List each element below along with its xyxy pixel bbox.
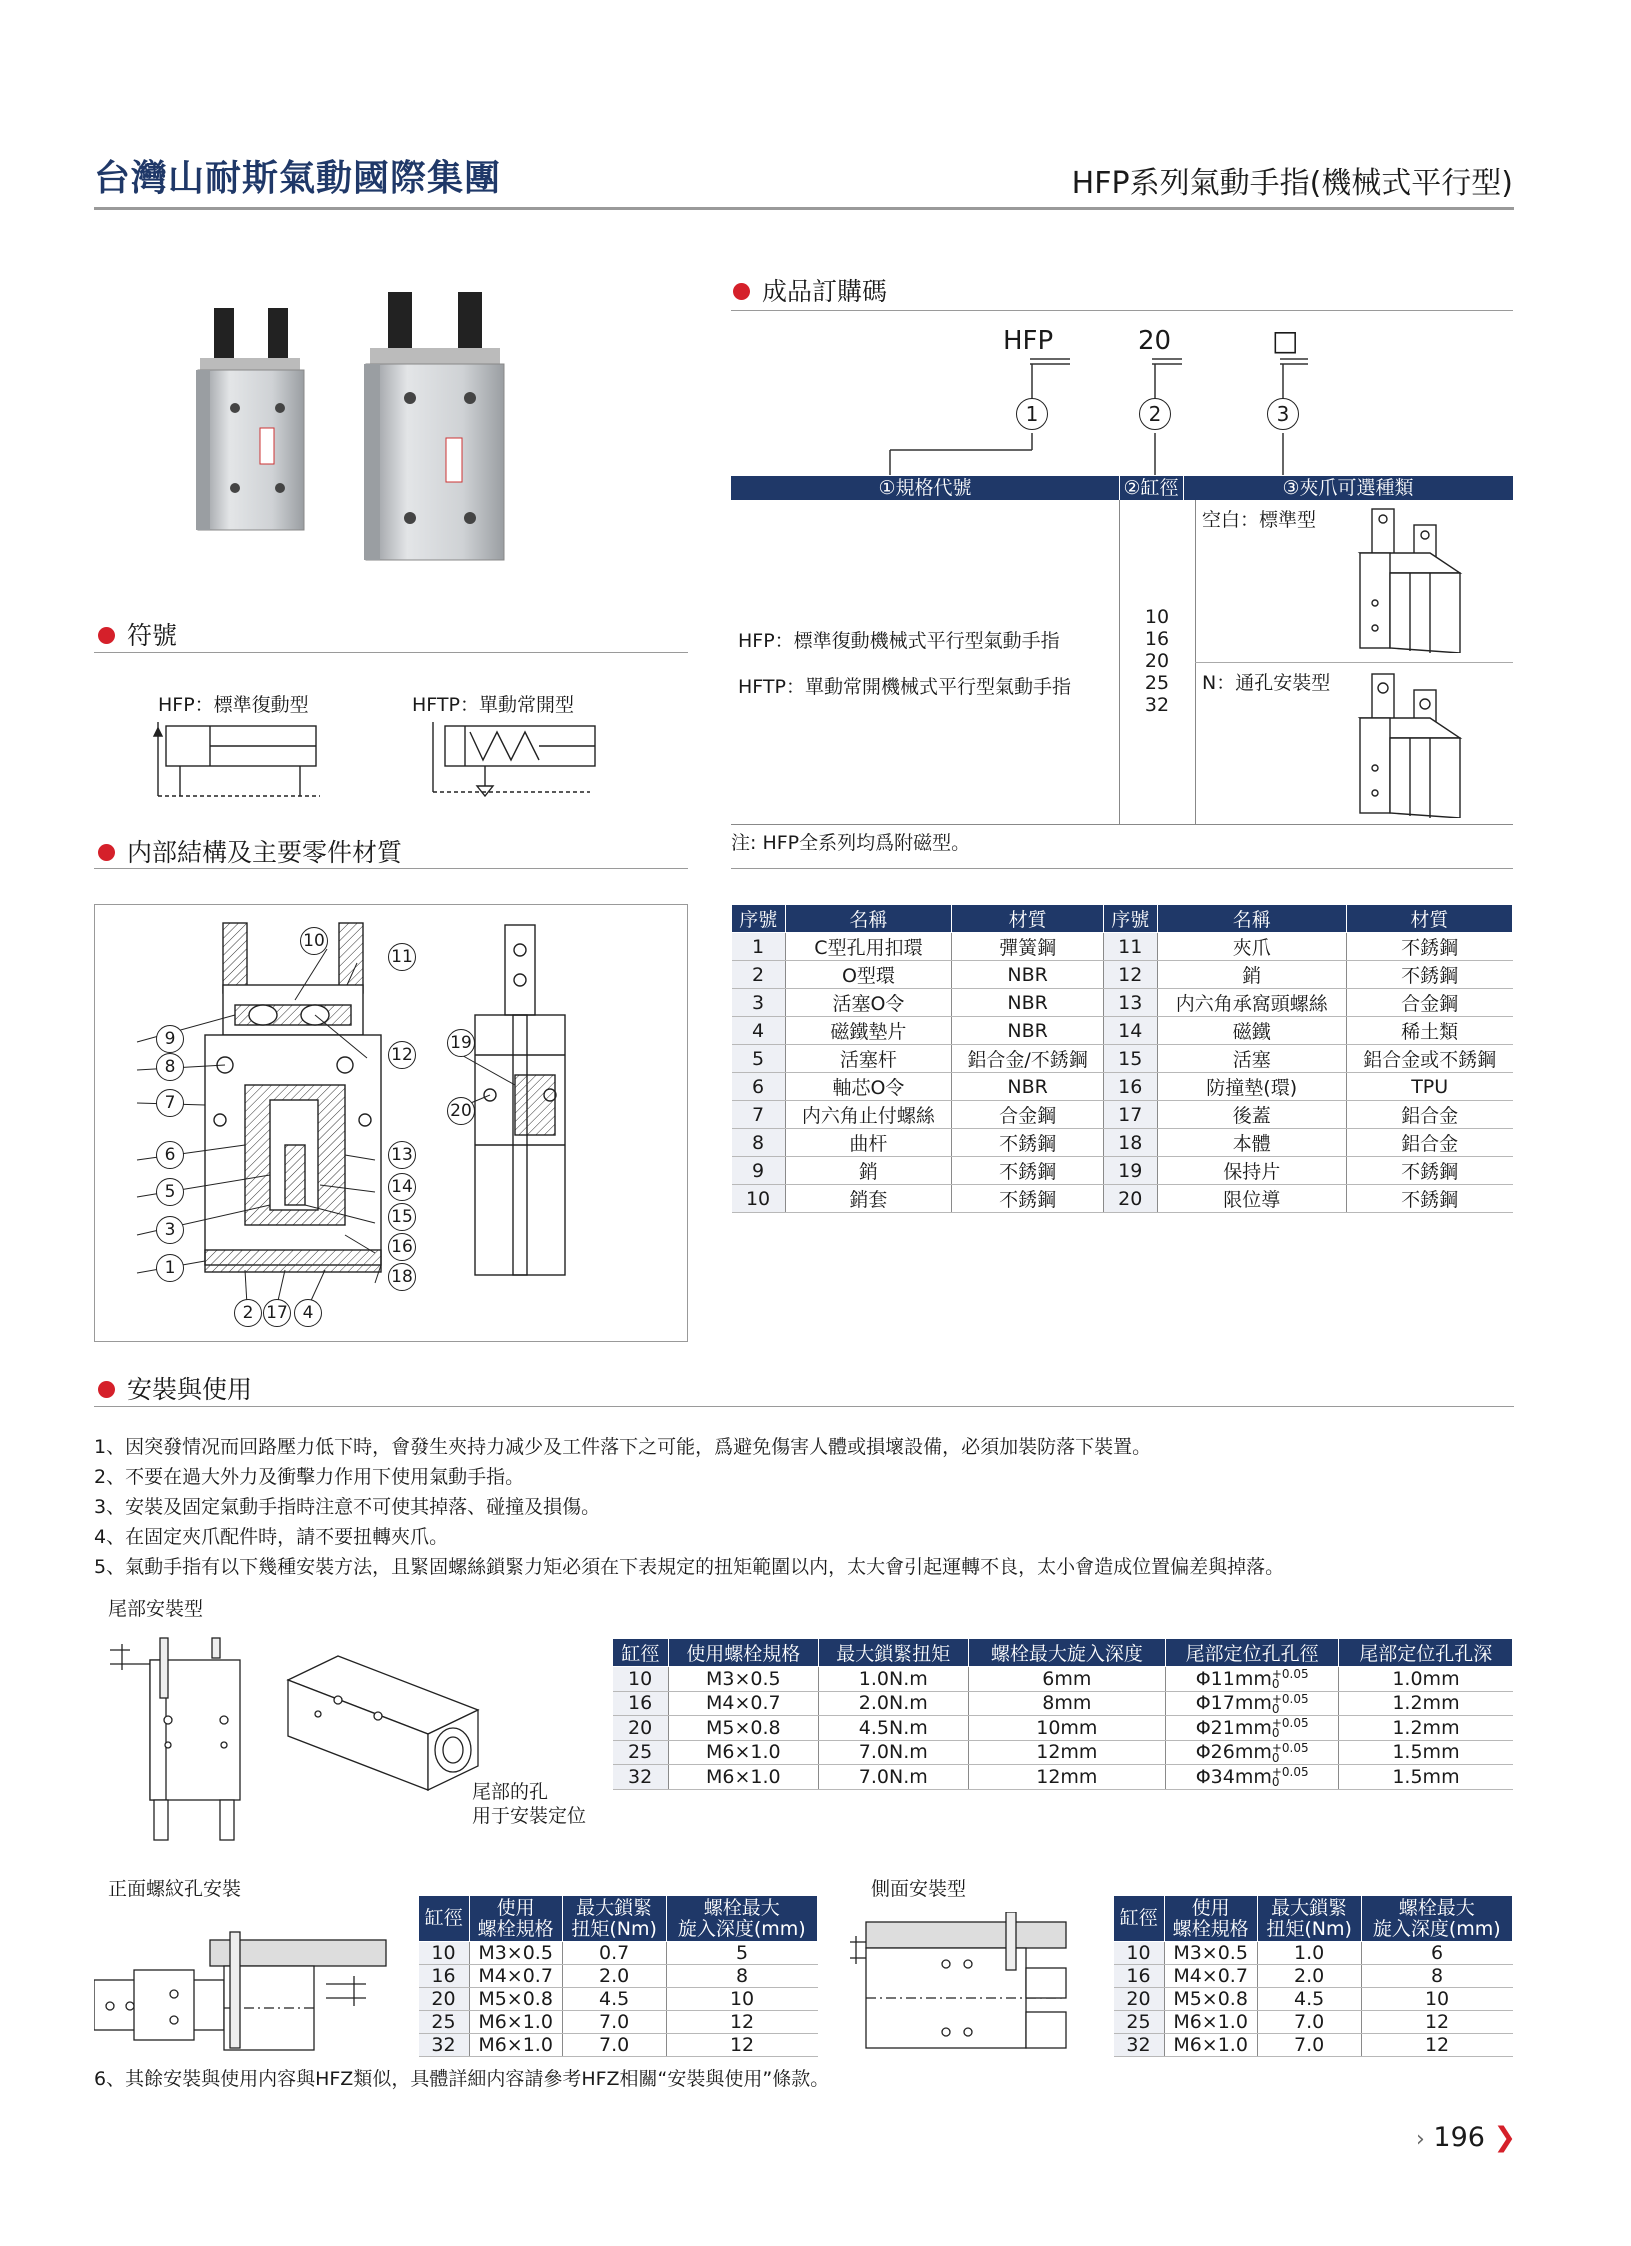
side-header-bolt: 使用 螺栓規格 xyxy=(1164,1896,1257,1942)
table-row xyxy=(1114,2011,1513,2034)
symbol-section-title: 符號 xyxy=(98,616,177,652)
table-row xyxy=(732,933,1513,961)
page-number: › 196 ❯ xyxy=(1416,2122,1517,2153)
callout-13: 13 xyxy=(388,1141,416,1169)
bullet-icon xyxy=(98,1381,115,1398)
table-cell: 25 xyxy=(1114,2011,1165,2034)
jaw-type-through-hole: N：通孔安裝型 xyxy=(1202,672,1331,694)
front-header-depth: 螺栓最大 旋入深度(mm) xyxy=(666,1896,817,1942)
tolerance-mark: +0.05 0 xyxy=(1271,1691,1309,1716)
callout-18: 18 xyxy=(388,1263,416,1291)
table-cell: 5 xyxy=(732,1045,786,1073)
parts-header-name-2: 名稱 xyxy=(1157,905,1346,933)
front-mount-drawing xyxy=(94,1926,394,2054)
table-cell: 夾爪 xyxy=(1157,933,1346,961)
circle-number-2: 2 xyxy=(1139,398,1171,430)
callout-10: 10 xyxy=(300,927,328,955)
company-name: 台灣山耐斯氣動國際集團 xyxy=(94,158,502,199)
table-row xyxy=(732,1045,1513,1073)
column-spec-code: ①規格代號 xyxy=(878,477,972,499)
table-cell: 1.5mm xyxy=(1339,1765,1513,1790)
table-cell: M4×0.7 xyxy=(668,1691,818,1716)
install-section-title: 安裝與使用 xyxy=(98,1370,252,1406)
hfp-symbol-drawing xyxy=(150,716,330,806)
table-cell: 不銹鋼 xyxy=(952,1157,1104,1185)
table-cell: M3×0.5 xyxy=(1164,1942,1257,1965)
install-note-3: 3、安裝及固定氣動手指時注意不可使其掉落、碰撞及損傷。 xyxy=(94,1496,601,1518)
table-cell: 20 xyxy=(1114,1988,1165,2011)
table-row xyxy=(613,1765,1513,1790)
table-cell: NBR xyxy=(952,989,1104,1017)
table-row xyxy=(732,961,1513,989)
bullet-icon xyxy=(98,627,115,644)
install-note-4: 4、在固定夾爪配件時，請不要扭轉夾爪。 xyxy=(94,1526,449,1548)
table-cell: 10 xyxy=(419,1942,470,1965)
table-cell: 限位導 xyxy=(1157,1185,1346,1213)
table-cell: 20 xyxy=(613,1716,669,1741)
table-row xyxy=(613,1667,1513,1692)
table-row xyxy=(419,1965,818,1988)
parts-material-table xyxy=(731,904,1513,1213)
tail-header-bore: 缸徑 xyxy=(613,1639,669,1667)
table-cell: 活塞 xyxy=(1157,1045,1346,1073)
table-cell: M4×0.7 xyxy=(1164,1965,1257,1988)
table-cell: 4.5 xyxy=(562,1988,666,2011)
table-row xyxy=(732,1017,1513,1045)
table-row xyxy=(732,1129,1513,1157)
table-cell: 不銹鋼 xyxy=(1346,933,1512,961)
table-cell: 12 xyxy=(1361,2011,1512,2034)
table-cell: 32 xyxy=(613,1765,669,1790)
table-cell: M3×0.5 xyxy=(469,1942,562,1965)
table-cell: 稀土類 xyxy=(1346,1017,1512,1045)
parts-header-no: 序號 xyxy=(732,905,786,933)
order-code-leader-lines xyxy=(880,355,1320,480)
order-code-note: 注: HFP全系列均爲附磁型。 xyxy=(731,832,971,854)
install-note-6: 6、其餘安裝與使用内容與HFZ類似，具體詳細内容請參考HFZ相關“安裝與使用”條款。 xyxy=(94,2068,830,2090)
table-cell: 不銹鋼 xyxy=(952,1129,1104,1157)
table-cell: 2.0N.m xyxy=(818,1691,968,1716)
table-cell: Φ11mm +0.05 0 xyxy=(1165,1667,1339,1692)
table-cell: M6×1.0 xyxy=(1164,2011,1257,2034)
table-cell: 12 xyxy=(1361,2034,1512,2057)
callout-5: 5 xyxy=(156,1178,184,1206)
tolerance-mark: +0.05 0 xyxy=(1271,1765,1309,1790)
callout-9: 9 xyxy=(156,1025,184,1053)
table-cell: TPU xyxy=(1346,1073,1512,1101)
table-cell: 鋁合金或不銹鋼 xyxy=(1346,1045,1512,1073)
table-cell: Φ26mm +0.05 0 xyxy=(1165,1740,1339,1765)
table-cell: 10 xyxy=(732,1185,786,1213)
table-cell: 17 xyxy=(1103,1101,1157,1129)
table-cell: 銷 xyxy=(785,1157,952,1185)
table-cell: 7.0 xyxy=(562,2011,666,2034)
callout-4: 4 xyxy=(294,1299,322,1327)
table-cell: NBR xyxy=(952,1017,1104,1045)
table-cell: NBR xyxy=(952,961,1104,989)
callout-20: 20 xyxy=(447,1097,475,1125)
table-cell: 3 xyxy=(732,989,786,1017)
table-cell: 防撞墊(環) xyxy=(1157,1073,1346,1101)
side-header-bore: 缸徑 xyxy=(1114,1896,1165,1942)
column-bore: ②缸徑 xyxy=(1123,477,1179,499)
table-cell: 不銹鋼 xyxy=(952,1185,1104,1213)
table-cell: 25 xyxy=(613,1740,669,1765)
hftp-symbol-drawing xyxy=(405,716,605,816)
side-mount-label: 側面安裝型 xyxy=(871,1878,967,1900)
table-cell: 磁鐵墊片 xyxy=(785,1017,952,1045)
install-note-5: 5、氣動手指有以下幾種安裝方法，且緊固螺絲鎖緊力矩必須在下表規定的扭矩範圍以内，太大會引起運轉不良，太小會造成位置偏差與掉落。 xyxy=(94,1556,1285,1578)
callout-17: 17 xyxy=(263,1299,291,1327)
table-cell: 13 xyxy=(1103,989,1157,1017)
table-cell: M6×1.0 xyxy=(668,1740,818,1765)
through-hole-jaw-drawing xyxy=(1350,668,1480,818)
tail-header-torque: 最大鎖緊扭矩 xyxy=(818,1639,968,1667)
table-cell: 1.0 xyxy=(1257,1942,1361,1965)
table-row xyxy=(419,1988,818,2011)
table-cell: 1.2mm xyxy=(1339,1716,1513,1741)
parts-header-name: 名稱 xyxy=(785,905,952,933)
table-row xyxy=(732,1073,1513,1101)
table-cell: 彈簧鋼 xyxy=(952,933,1104,961)
table-cell: 不銹鋼 xyxy=(1346,1157,1512,1185)
front-header-bore: 缸徑 xyxy=(419,1896,470,1942)
table-row xyxy=(613,1716,1513,1741)
table-row xyxy=(732,1185,1513,1213)
install-note-2: 2、不要在過大外力及衝擊力作用下使用氣動手指。 xyxy=(94,1466,525,1488)
table-cell: 1.0mm xyxy=(1339,1667,1513,1692)
table-cell: 不銹鋼 xyxy=(1346,1185,1512,1213)
table-cell: 銷 xyxy=(1157,961,1346,989)
symbol-hftp-label: HFTP：單動常開型 xyxy=(412,694,574,716)
table-cell: 6 xyxy=(732,1073,786,1101)
column-jaw-type: ③夾爪可選種類 xyxy=(1282,477,1414,499)
table-cell: 19 xyxy=(1103,1157,1157,1185)
table-row xyxy=(1114,1965,1513,1988)
structure-section-title: 内部結構及主要零件材質 xyxy=(98,833,402,869)
table-cell: 16 xyxy=(1103,1073,1157,1101)
table-cell: 8 xyxy=(666,1965,817,1988)
install-notes xyxy=(94,1432,1524,1582)
tail-header-hole-dia: 尾部定位孔孔徑 xyxy=(1165,1639,1339,1667)
circle-number-3: 3 xyxy=(1267,398,1299,430)
tail-hole-note: 尾部的孔 用于安裝定位 xyxy=(472,1781,587,1827)
table-cell: 内六角承窩頭螺絲 xyxy=(1157,989,1346,1017)
tail-header-hole-depth: 尾部定位孔孔深 xyxy=(1339,1639,1513,1667)
table-cell: 7.0 xyxy=(1257,2034,1361,2057)
table-cell: 16 xyxy=(419,1965,470,1988)
table-cell: 16 xyxy=(613,1691,669,1716)
table-cell: 本體 xyxy=(1157,1129,1346,1157)
table-row xyxy=(732,989,1513,1017)
table-cell: 16 xyxy=(1114,1965,1165,1988)
table-cell: 12 xyxy=(1103,961,1157,989)
header-divider xyxy=(94,207,1514,210)
parts-header-material-2: 材質 xyxy=(1346,905,1512,933)
table-cell: 9 xyxy=(732,1157,786,1185)
table-row xyxy=(613,1740,1513,1765)
callout-1: 1 xyxy=(156,1254,184,1282)
table-cell: 4.5N.m xyxy=(818,1716,968,1741)
table-cell: 8 xyxy=(1361,1965,1512,1988)
table-cell: O型環 xyxy=(785,961,952,989)
callout-14: 14 xyxy=(388,1173,416,1201)
table-row xyxy=(1114,1942,1513,1965)
front-mount-label: 正面螺紋孔安裝 xyxy=(108,1878,242,1900)
bullet-icon xyxy=(98,844,115,861)
table-cell: 20 xyxy=(419,1988,470,2011)
table-cell: 10 xyxy=(613,1667,669,1692)
table-row xyxy=(419,2034,818,2057)
side-mount-drawing xyxy=(846,1912,1080,2058)
tolerance-mark: +0.05 0 xyxy=(1271,1716,1309,1741)
table-cell: 10 xyxy=(1361,1988,1512,2011)
tail-mount-table xyxy=(612,1638,1513,1790)
table-cell: 14 xyxy=(1103,1017,1157,1045)
table-cell: 7 xyxy=(732,1101,786,1129)
side-mount-table xyxy=(1113,1895,1513,2057)
table-cell: 12 xyxy=(666,2011,817,2034)
table-cell: 合金鋼 xyxy=(952,1101,1104,1129)
table-cell: Φ17mm +0.05 0 xyxy=(1165,1691,1339,1716)
table-cell: 15 xyxy=(1103,1045,1157,1073)
callout-19: 19 xyxy=(447,1029,475,1057)
table-row xyxy=(613,1691,1513,1716)
table-cell: 保持片 xyxy=(1157,1157,1346,1185)
table-row xyxy=(732,1157,1513,1185)
table-cell: 内六角止付螺絲 xyxy=(785,1101,952,1129)
standard-jaw-drawing xyxy=(1350,503,1480,653)
tail-header-bolt: 使用螺栓規格 xyxy=(668,1639,818,1667)
code-part-jaw: □ xyxy=(1272,324,1299,357)
table-cell: M5×0.8 xyxy=(469,1988,562,2011)
table-cell: M5×0.8 xyxy=(668,1716,818,1741)
tail-header-depth: 螺栓最大旋入深度 xyxy=(968,1639,1165,1667)
table-row xyxy=(1114,2034,1513,2057)
tail-mount-iso-drawing xyxy=(278,1650,498,1810)
table-cell: M5×0.8 xyxy=(1164,1988,1257,2011)
table-cell: 合金鋼 xyxy=(1346,989,1512,1017)
callout-6: 6 xyxy=(156,1141,184,1169)
table-cell: 12mm xyxy=(968,1740,1165,1765)
chevron-right-icon: › xyxy=(1416,2127,1425,2152)
table-cell: 7.0 xyxy=(1257,2011,1361,2034)
table-cell: 2 xyxy=(732,961,786,989)
table-cell: 磁鐵 xyxy=(1157,1017,1346,1045)
table-cell: 5 xyxy=(666,1942,817,1965)
table-cell: 32 xyxy=(1114,2034,1165,2057)
table-cell: 軸芯O令 xyxy=(785,1073,952,1101)
table-cell: 曲杆 xyxy=(785,1129,952,1157)
table-cell: Φ21mm +0.05 0 xyxy=(1165,1716,1339,1741)
callout-11: 11 xyxy=(388,943,416,971)
table-cell: 1 xyxy=(732,933,786,961)
jaw-type-standard: 空白：標準型 xyxy=(1202,509,1317,531)
table-cell: 8mm xyxy=(968,1691,1165,1716)
front-header-bolt: 使用 螺栓規格 xyxy=(469,1896,562,1942)
product-photo xyxy=(190,288,530,578)
spec-code-hftp: HFTP：單動常開機械式平行型氣動手指 xyxy=(738,676,1071,698)
table-cell: 0.7 xyxy=(562,1942,666,1965)
table-cell: 後蓋 xyxy=(1157,1101,1346,1129)
callout-16: 16 xyxy=(388,1233,416,1261)
table-cell: 4.5 xyxy=(1257,1988,1361,2011)
table-row xyxy=(732,1101,1513,1129)
table-cell: 12 xyxy=(666,2034,817,2057)
table-cell: 20 xyxy=(1103,1185,1157,1213)
table-cell: M3×0.5 xyxy=(668,1667,818,1692)
table-cell: 活塞杆 xyxy=(785,1045,952,1073)
bullet-icon xyxy=(733,283,750,300)
callout-3: 3 xyxy=(156,1216,184,1244)
code-part-bore: 20 xyxy=(1138,326,1172,356)
table-cell: 8 xyxy=(732,1129,786,1157)
table-cell: M4×0.7 xyxy=(469,1965,562,1988)
parts-header-no-2: 序號 xyxy=(1103,905,1157,933)
code-part-series: HFP xyxy=(1003,326,1054,356)
table-cell: Φ34mm +0.05 0 xyxy=(1165,1765,1339,1790)
callout-12: 12 xyxy=(388,1041,416,1069)
table-cell: 7.0 xyxy=(562,2034,666,2057)
tolerance-mark: +0.05 0 xyxy=(1271,1667,1309,1692)
side-header-depth: 螺栓最大 旋入深度(mm) xyxy=(1361,1896,1512,1942)
table-row xyxy=(1114,1988,1513,2011)
table-cell: 11 xyxy=(1103,933,1157,961)
table-cell: 7.0N.m xyxy=(818,1765,968,1790)
circle-number-1: 1 xyxy=(1016,398,1048,430)
install-note-1: 1、因突發情况而回路壓力低下時，會發生夾持力减少及工件落下之可能，爲避免傷害人體或損壞設備，必須加裝防落下裝置。 xyxy=(94,1436,1152,1458)
table-cell: 4 xyxy=(732,1017,786,1045)
front-header-torque: 最大鎖緊 扭矩(Nm) xyxy=(562,1896,666,1942)
side-header-torque: 最大鎖緊 扭矩(Nm) xyxy=(1257,1896,1361,1942)
table-cell: 2.0 xyxy=(562,1965,666,1988)
table-cell: M6×1.0 xyxy=(469,2011,562,2034)
table-cell: 1.5mm xyxy=(1339,1740,1513,1765)
table-cell: 32 xyxy=(419,2034,470,2057)
table-cell: 10mm xyxy=(968,1716,1165,1741)
table-cell: 不銹鋼 xyxy=(1346,961,1512,989)
tail-mount-label: 尾部安裝型 xyxy=(108,1598,204,1620)
table-cell: 鋁合金 xyxy=(1346,1101,1512,1129)
symbol-hfp-label: HFP：標準復動型 xyxy=(158,694,309,716)
order-code-section-title: 成品訂購碼 xyxy=(733,272,887,308)
table-cell: 活塞O令 xyxy=(785,989,952,1017)
table-row xyxy=(419,1942,818,1965)
bore-list: 10 16 20 25 32 xyxy=(1144,606,1170,716)
table-cell: 12mm xyxy=(968,1765,1165,1790)
table-cell: 鋁合金 xyxy=(1346,1129,1512,1157)
table-cell: 10 xyxy=(1114,1942,1165,1965)
table-cell: 18 xyxy=(1103,1129,1157,1157)
arrow-right-icon: ❯ xyxy=(1493,2122,1517,2153)
order-code-divider xyxy=(731,310,1513,311)
table-cell: 25 xyxy=(419,2011,470,2034)
front-mount-table xyxy=(418,1895,818,2057)
spec-code-hfp: HFP：標準復動機械式平行型氣動手指 xyxy=(738,630,1060,652)
order-code-header-bar xyxy=(731,476,1513,500)
callout-7: 7 xyxy=(156,1089,184,1117)
table-cell: 6 xyxy=(1361,1942,1512,1965)
table-cell: 2.0 xyxy=(1257,1965,1361,1988)
table-cell: 10 xyxy=(666,1988,817,2011)
callout-15: 15 xyxy=(388,1203,416,1231)
table-cell: 鋁合金/不銹鋼 xyxy=(952,1045,1104,1073)
table-cell: NBR xyxy=(952,1073,1104,1101)
parts-header-material: 材質 xyxy=(952,905,1104,933)
table-cell: 銷套 xyxy=(785,1185,952,1213)
table-cell: C型孔用扣環 xyxy=(785,933,952,961)
table-cell: 1.0N.m xyxy=(818,1667,968,1692)
table-cell: M6×1.0 xyxy=(668,1765,818,1790)
tail-mount-front-drawing xyxy=(100,1630,260,1850)
callout-2: 2 xyxy=(234,1299,262,1327)
product-title: HFP系列氣動手指(機械式平行型) xyxy=(1071,166,1513,201)
table-cell: M6×1.0 xyxy=(469,2034,562,2057)
table-cell: 1.2mm xyxy=(1339,1691,1513,1716)
tolerance-mark: +0.05 0 xyxy=(1271,1740,1309,1765)
table-row xyxy=(419,2011,818,2034)
table-cell: M6×1.0 xyxy=(1164,2034,1257,2057)
table-cell: 6mm xyxy=(968,1667,1165,1692)
table-cell: 7.0N.m xyxy=(818,1740,968,1765)
callout-8: 8 xyxy=(156,1053,184,1081)
